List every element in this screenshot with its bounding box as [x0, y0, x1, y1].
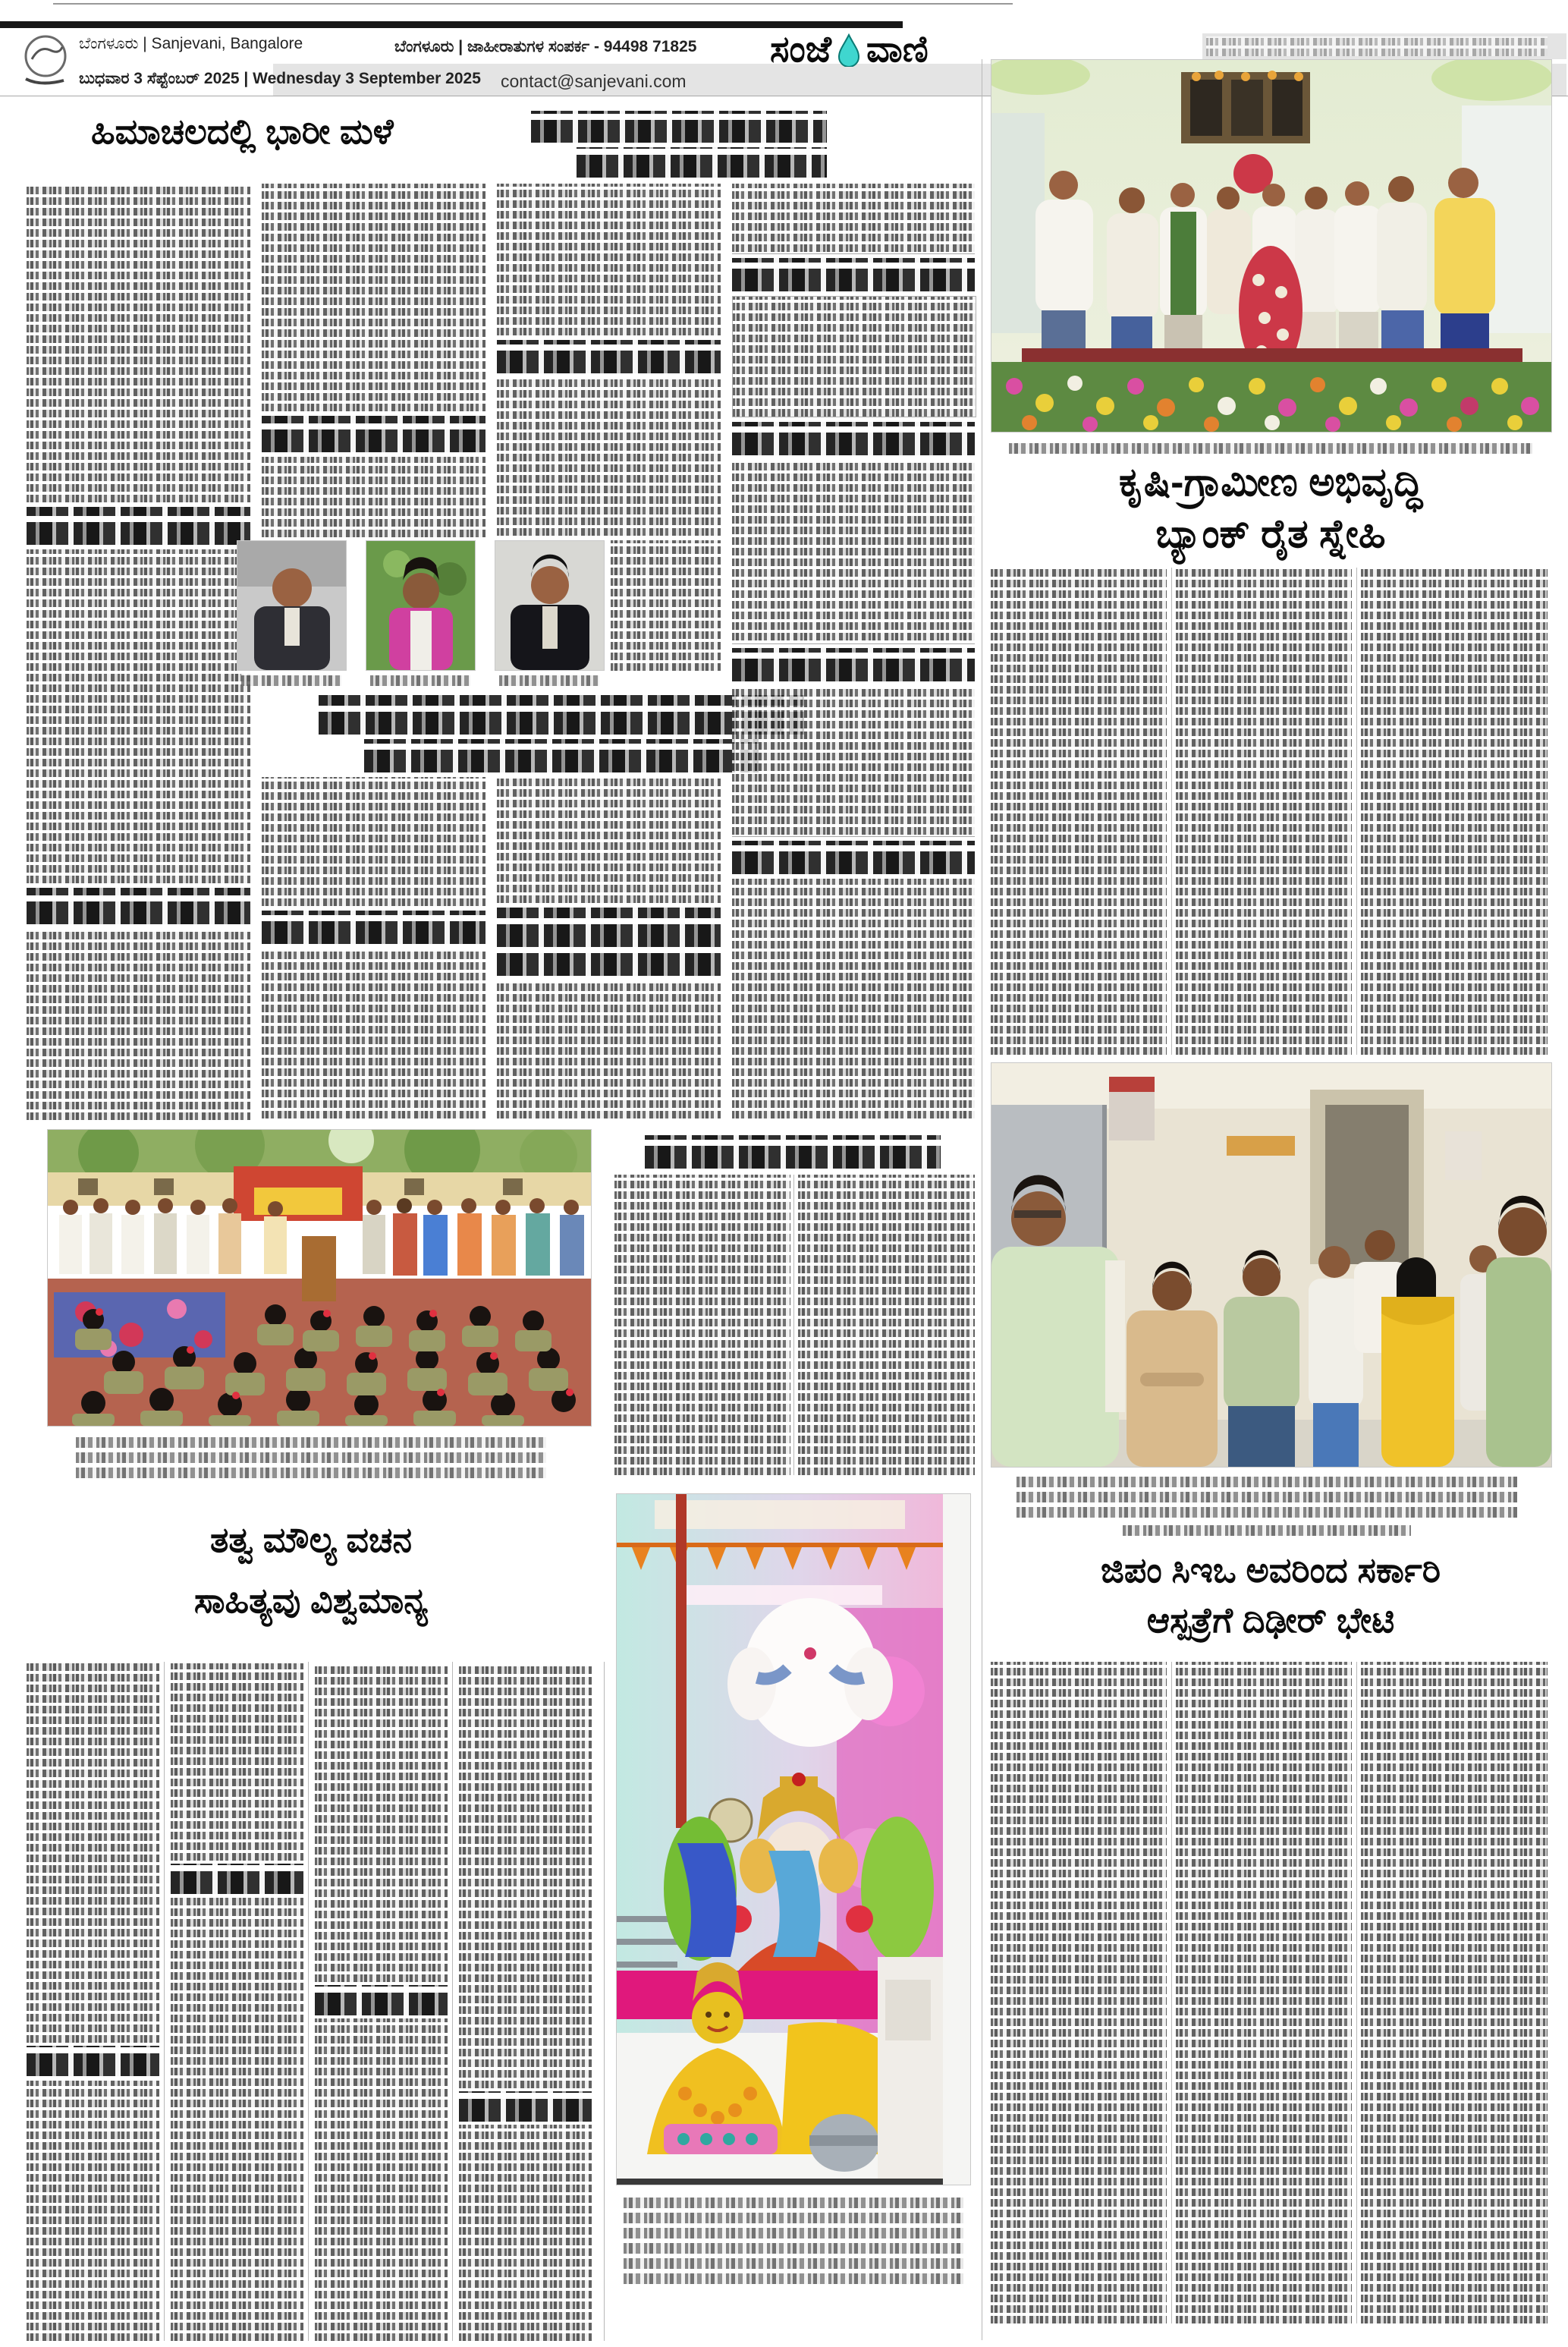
portrait-photo-3: [495, 540, 605, 671]
body-text-block: [315, 2018, 448, 2341]
body-text-block: [497, 980, 721, 1118]
column-rule: [308, 1662, 309, 2341]
body-text-block: [262, 949, 485, 1118]
body-text-block: [991, 568, 1167, 1055]
subhead-garbled: [645, 1135, 941, 1169]
column-rule: [793, 1175, 794, 1475]
header-email: contact@sanjevani.com: [501, 71, 687, 91]
subhead-garbled: [315, 1985, 448, 2015]
body-text-block: [497, 184, 721, 335]
body-text-block: [1176, 1662, 1352, 2323]
boxed-brief: [732, 296, 976, 417]
column-rule: [452, 1662, 453, 2341]
body-text-block: [732, 879, 975, 1118]
body-text-block: [1361, 568, 1548, 1055]
header-city: ಬೆಂಗಳೂರು | Sanjevani, Bangalore: [79, 35, 303, 52]
photo-caption: [370, 674, 470, 686]
photo-school-event: [47, 1129, 592, 1427]
column-rule: [1171, 568, 1172, 1055]
headline-hospital-line1: ಜಿಪಂ ಸಿಇಒ ಅವರಿಂದ ಸರ್ಕಾರಿ: [1100, 1550, 1441, 1590]
body-text-block: [262, 457, 485, 537]
section-rule: [732, 643, 975, 644]
body-text-block: [1176, 568, 1352, 1055]
body-text-block: [27, 549, 250, 883]
subhead-garbled: [459, 2091, 592, 2122]
photo-caption: [1017, 1474, 1517, 1518]
body-text-block: [991, 1662, 1167, 2323]
column-rule: [1356, 568, 1357, 1055]
subhead-garbled: [262, 416, 485, 452]
column-rule: [1356, 1662, 1357, 2323]
subhead-garbled: [497, 908, 721, 976]
photo-hospital-visit: [991, 1062, 1552, 1468]
header-date: ಬುಧವಾರ 3 ಸೆಪ್ಟೆಂಬರ್ 2025 | Wednesday 3 September 2025: [79, 70, 481, 87]
headline-garbled: [531, 111, 827, 143]
subhead-garbled: [27, 888, 250, 924]
photo-caption: [1123, 1521, 1411, 1536]
logo-sketch-icon: [20, 29, 74, 88]
masthead: [770, 29, 929, 71]
body-text-block: [27, 184, 250, 502]
body-text-block: [497, 777, 721, 903]
top-rule-thick: [0, 21, 903, 28]
body-text-block: [171, 1897, 303, 2341]
body-text-block: [732, 460, 975, 640]
subhead-garbled: [732, 258, 975, 291]
body-text-block: [732, 184, 975, 252]
body-text-block: [27, 929, 250, 1120]
body-text-block: [497, 378, 721, 536]
headline-garbled: [364, 739, 759, 772]
headline-bank-line1: ಕೃಷಿ-ಗ್ರಾಮೀಣ ಅಭಿವೃದ್ಧಿ: [1118, 461, 1423, 505]
headline-vachana-line2: ಸಾಹಿತ್ಯವು ವಿಶ್ವಮಾನ್ಯ: [193, 1581, 429, 1620]
subhead-garbled: [732, 841, 975, 874]
droplet-icon: [837, 33, 860, 67]
headline-himachal: ಹಿಮಾಚಲದಲ್ಲಿ ಭಾರೀ ಮಳೆ: [91, 112, 394, 151]
subhead-garbled: [732, 422, 975, 455]
photo-caption: [1009, 439, 1532, 454]
body-text-block: [614, 1175, 790, 1475]
portrait-photo-1: [237, 540, 347, 671]
section-rule: [732, 253, 975, 254]
body-text-block: [171, 1663, 303, 1861]
column-rule: [164, 1662, 165, 2341]
subhead-garbled: [732, 648, 975, 681]
body-text-block: [798, 1175, 975, 1475]
header-ads-contact: ಬೆಂಗಳೂರು | ಜಾಹೀರಾತುಗಳ ಸಂಪರ್ಕ - 94498 71825: [394, 38, 697, 55]
subhead-garbled: [27, 2046, 159, 2076]
subhead-garbled: [262, 911, 485, 944]
body-text-block: [262, 777, 485, 906]
headline-garbled: [577, 147, 827, 178]
headline-garbled: [319, 695, 804, 735]
photo-caption: [624, 2196, 963, 2284]
body-text-block: [27, 2081, 159, 2341]
photo-caption: [76, 1436, 546, 1478]
column-rule: [1171, 1662, 1172, 2323]
body-text-block: [262, 184, 485, 411]
body-text-block: [611, 540, 721, 671]
subhead-garbled: [27, 507, 250, 545]
portrait-photo-2: [366, 540, 476, 671]
headline-bank-line2: ಬ್ಯಾಂಕ್ ರೈತ ಸ್ನೇಹಿ: [1155, 512, 1386, 556]
top-rule-thin: [53, 3, 1013, 5]
body-text-block: [315, 1663, 448, 1982]
column-rule: [604, 1662, 605, 2341]
photo-ganesha-idol: [616, 1493, 971, 2185]
masthead-text-right: ವಾಣಿ: [866, 30, 929, 70]
photo-caption: [241, 674, 341, 686]
body-text-block: [459, 2125, 592, 2341]
headline-hospital-line2: ಆಸ್ಪತ್ರೆಗೆ ದಿಢೀರ್ ಭೇಟಿ: [1146, 1600, 1395, 1640]
body-text-block: [1361, 1662, 1548, 2323]
body-text-block: [459, 1663, 592, 2088]
subhead-garbled: [171, 1864, 303, 1894]
subhead-garbled: [497, 340, 721, 373]
section-rule: [732, 836, 975, 837]
body-text-block: [732, 686, 975, 835]
photo-caption: [499, 674, 599, 686]
headline-vachana-line1: ತತ್ವ ಮೌಲ್ಯ ವಚನ: [209, 1520, 413, 1559]
header-right-text: [1206, 36, 1548, 56]
body-text-block: [27, 1663, 159, 2043]
masthead-text-left: ಸಂಜೆ: [770, 30, 831, 70]
photo-bank-event: [991, 59, 1552, 433]
